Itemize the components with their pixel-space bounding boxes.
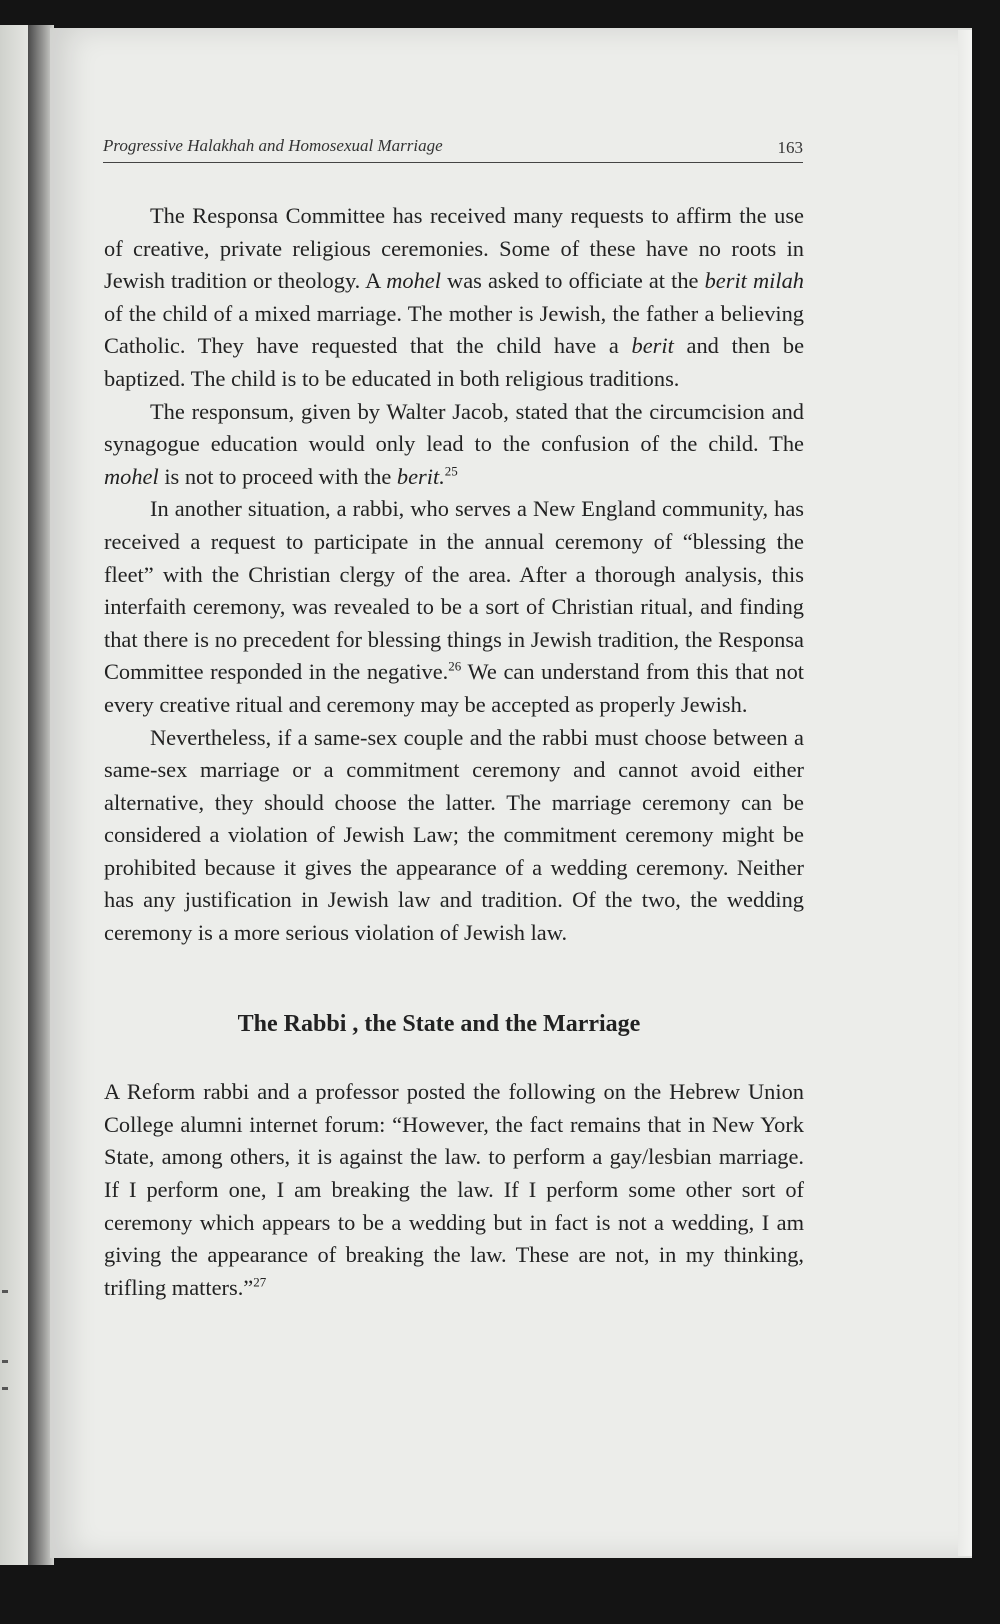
text-run: In another situation, a rabbi, who serves a New England community, has received a request to participate in the annual ceremony of “blessing the fleet” with the Christian clergy of the area. After a thorough analysis, this interfaith ceremony, was revealed to be a sort of Christian ritual, and finding that there is no precedent for blessing things in Jewish tradition, the Responsa Committee responded in the negative.	[104, 496, 804, 685]
term-berit: berit	[631, 333, 674, 359]
term-mohel: mohel	[104, 463, 159, 489]
text-run: of the child of a mixed marriage. The mother is Jewish, the father a believing Catholic. They have requested that the child have a	[104, 300, 804, 359]
text-run: The Responsa Committee has received many requests to affirm the use of creative, private religious ceremonies. Some of these have no roots in Jewish tradition or theology. A	[104, 203, 804, 294]
term-berit-milah: berit milah	[704, 268, 804, 294]
text-run: was asked to officiate at the	[440, 268, 705, 294]
running-title: Progressive Halakhah and Homosexual Marriage	[103, 136, 443, 155]
body-text	[104, 200, 804, 1304]
footnote-ref-27: 27	[253, 1274, 267, 1290]
paragraph-2	[104, 396, 804, 494]
page-edge	[958, 30, 972, 1556]
paragraph-4: Nevertheless, if a same-sex couple and the rabbi must choose between a same-sex marriage or a commitment ceremony and cannot avoid either alternative, they should choose the latter. The marriage ceremony can be considered a violation of Jewish Law; the commitment ceremony might be prohibited because it gives the appearance of a wedding ceremony. Neither has any justification in Jewish law and tradition. Of the two, the wedding ceremony is a more serious violation of Jewish law.	[104, 724, 804, 946]
text-run: is not to proceed with the	[158, 463, 397, 489]
paragraph-5	[104, 1076, 804, 1304]
text-run: A Reform rabbi and a professor posted the following on the Hebrew Union College alumni internet forum: “However, the fact remains that in New York State, among others, it is against the law. to perform a gay/lesbian marriage. If I perform one, I am breaking the law. If I perform some other sort of ceremony which appears to be a wedding but in fact is not a wedding, I am giving the appearance of breaking the law. These are not, in my thinking, trifling matters.”	[104, 1079, 804, 1300]
text-run: The responsum, given by Walter Jacob, stated that the circumcision and synagogue education would only lead to the confusion of the child. The	[104, 398, 804, 457]
term-mohel: mohel	[386, 268, 441, 294]
term-berit: berit.	[396, 463, 445, 489]
footnote-ref-25: 25	[444, 463, 458, 479]
paragraph-3	[104, 493, 804, 721]
section-heading: The Rabbi , the State and the Marriage	[237, 1010, 641, 1037]
text-run: and then be baptized. The child is to be educated in both religious traditions.	[104, 333, 805, 391]
footnote-ref-26: 26	[448, 658, 462, 674]
text-run: We can understand from this that not every creative ritual and ceremony may be accepted as properly Jewish.	[104, 659, 805, 717]
adjacent-page-edge	[0, 25, 30, 1565]
page-number: 163	[777, 138, 803, 157]
running-head	[103, 134, 803, 163]
paragraph-1	[104, 200, 804, 396]
